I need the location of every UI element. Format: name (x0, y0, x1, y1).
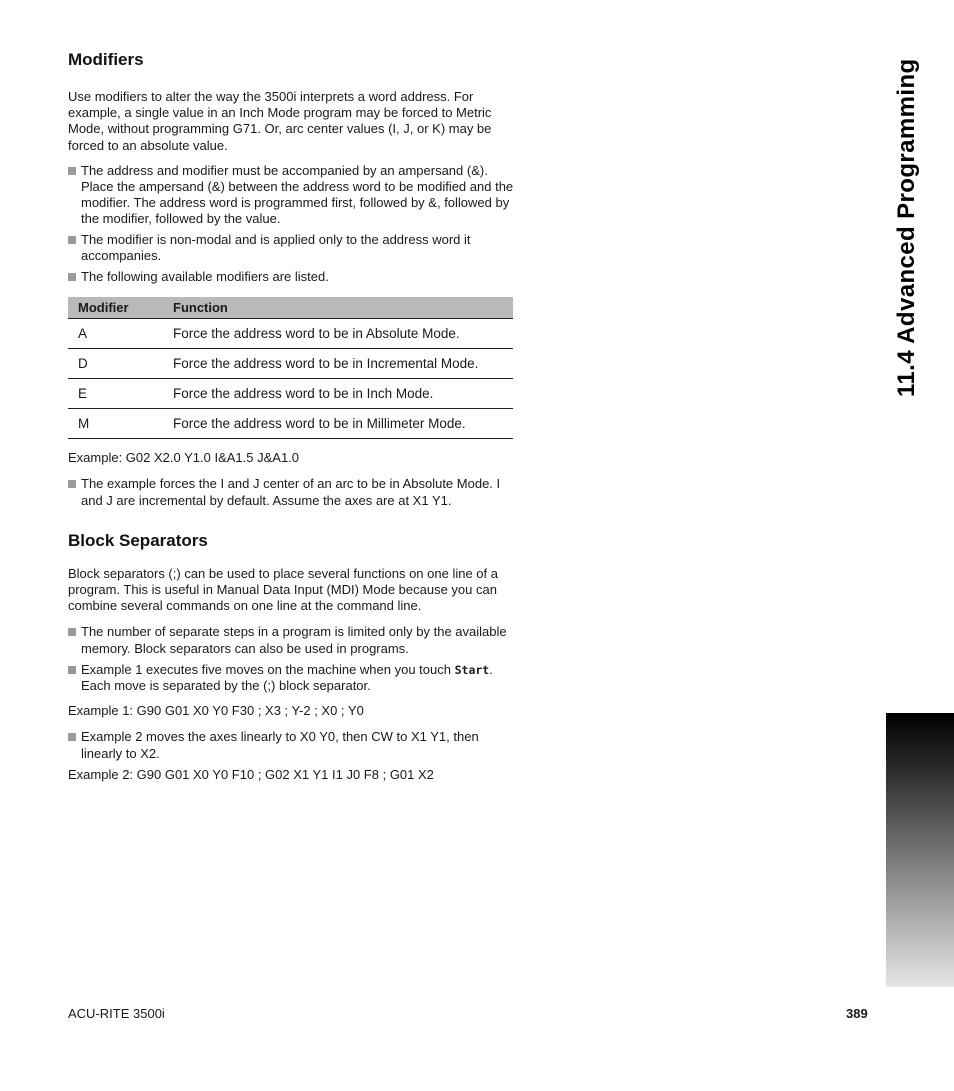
main-content (68, 50, 514, 783)
block-separators-bullet-list-2 (68, 729, 514, 761)
block-separators-bullet: Example 2 moves the axes linearly to X0 Y0, then CW to X1 Y1, then linearly to X2. (68, 729, 514, 761)
block-separators-example-1: Example 1: G90 G01 X0 Y0 F30 ; X3 ; Y-2 ; X0 ; Y0 (68, 703, 364, 719)
modifiers-example: Example: G02 X2.0 Y1.0 I&A1.5 J&A1.0 (68, 450, 300, 466)
bullet-text: Example 1 executes five moves on the machine when you touch (81, 661, 455, 677)
chapter-tab-gradient (886, 713, 954, 987)
start-key-label: Start (454, 662, 490, 677)
table-header-row (68, 297, 513, 319)
table-row (68, 349, 513, 379)
table-cell-modifier: D (68, 349, 173, 379)
block-separators-bullet: The number of separate steps in a program is limited only by the available memory. Block separators can also be used in programs. (68, 624, 514, 656)
table-cell-function: Force the address word to be in Millimeter Mode. (173, 409, 513, 439)
block-separators-bullet-list (68, 624, 514, 694)
modifiers-table (68, 297, 513, 439)
table-cell-function: Force the address word to be in Inch Mode. (173, 379, 513, 409)
table-cell-function: Force the address word to be in Incremental Mode. (173, 349, 513, 379)
table-cell-function: Force the address word to be in Absolute Mode. (173, 319, 513, 349)
modifiers-example-note-list (68, 476, 514, 508)
table-header-modifier: Modifier (68, 297, 173, 319)
block-separators-intro: Block separators (;) can be used to place several functions on one line of a program. This is useful in Manual Data Input (MDI) Mode because you can combine several commands on one line at the command line. (68, 565, 498, 614)
chapter-title-text: 11.4 Advanced Programming (893, 58, 920, 397)
block-separators-heading: Block Separators (68, 530, 208, 550)
table-cell-modifier: E (68, 379, 173, 409)
footer-page-number: 389 (846, 1006, 868, 1021)
modifiers-bullet-list (68, 163, 514, 285)
modifiers-example-note: The example forces the I and J center of an arc to be in Absolute Mode. I and J are incremental by default. Assume the axes are at X1 Y1. (68, 476, 514, 508)
block-separators-example-2: Example 2: G90 G01 X0 Y0 F10 ; G02 X1 Y1 I1 J0 F8 ; G01 X2 (68, 766, 434, 782)
bullet-text: . Each move is separated by the (;) block separator. (81, 661, 493, 694)
table-row (68, 379, 513, 409)
modifiers-bullet: The address and modifier must be accompanied by an ampersand (&). Place the ampersand (&) between the address word to be modified and the modifier. The address word is programmed first, followed by &, followed by the modifier, followed by the value. (68, 163, 514, 228)
table-cell-modifier: M (68, 409, 173, 439)
modifiers-bullet: The following available modifiers are listed. (68, 269, 514, 285)
table-row (68, 319, 513, 349)
table-row (68, 409, 513, 439)
table-cell-modifier: A (68, 319, 173, 349)
table-header-function: Function (173, 297, 513, 319)
modifiers-heading: Modifiers (68, 50, 144, 69)
modifiers-intro: Use modifiers to alter the way the 3500i interprets a word address. For example, a single value in an Inch Mode program may be forced to Metric Mode, without programming G71. Or, arc center values (I, J, or K) may be forced to an absolute value. (68, 89, 492, 153)
block-separators-bullet (68, 662, 514, 694)
footer-product-name: ACU-RITE 3500i (68, 1006, 165, 1021)
modifiers-bullet: The modifier is non-modal and is applied only to the address word it accompanies. (68, 232, 514, 264)
